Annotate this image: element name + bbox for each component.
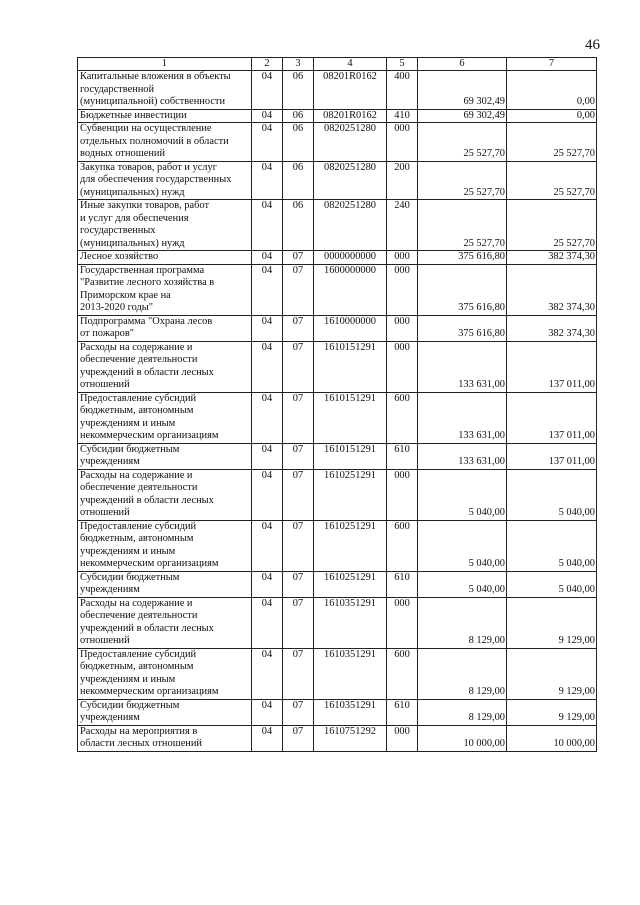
description-line: "Развитие лесного хозяйства в (80, 277, 215, 288)
description-line: некоммерческим организациям (80, 686, 219, 697)
expense-type-code: 240 (387, 200, 418, 251)
target-code: 1610151291 (314, 341, 387, 392)
amount-column-6: 25 527,70 (418, 161, 507, 200)
target-code: 0000000000 (314, 251, 387, 265)
row-description (78, 264, 252, 315)
description-line: Закупка товаров, работ и услуг (80, 161, 217, 173)
description-line: водных отношений (80, 148, 166, 159)
amount-column-6: 375 616,80 (418, 315, 507, 341)
description-line: 2013-2020 годы" (80, 302, 154, 313)
section-code: 04 (252, 251, 283, 265)
subsection-code: 07 (283, 699, 314, 725)
expense-type-code: 000 (387, 264, 418, 315)
subsection-code: 07 (283, 315, 314, 341)
amount-column-6: 375 616,80 (418, 264, 507, 315)
description-line: области лесных отношений (80, 738, 202, 749)
target-code: 1600000000 (314, 264, 387, 315)
description-line: некоммерческим организациям (80, 430, 219, 441)
amount-column-6: 69 302,49 (418, 71, 507, 110)
amount-column-7: 137 011,00 (507, 443, 597, 469)
subsection-code: 06 (283, 109, 314, 123)
description-line: обеспечение деятельности (80, 354, 198, 365)
section-code: 04 (252, 392, 283, 443)
column-header-7: 7 (507, 58, 597, 71)
table-row (78, 699, 597, 725)
section-code: 04 (252, 699, 283, 725)
subsection-code: 07 (283, 264, 314, 315)
subsection-code: 06 (283, 123, 314, 162)
amount-column-6: 133 631,00 (418, 392, 507, 443)
subsection-code: 07 (283, 725, 314, 751)
section-code: 04 (252, 571, 283, 597)
amount-column-6: 5 040,00 (418, 469, 507, 520)
amount-column-6: 8 129,00 (418, 648, 507, 699)
amount-column-7: 382 374,30 (507, 315, 597, 341)
amount-column-6: 25 527,70 (418, 200, 507, 251)
section-code: 04 (252, 648, 283, 699)
amount-column-6: 10 000,00 (418, 725, 507, 751)
description-line: от пожаров" (80, 328, 135, 339)
target-code: 1610151291 (314, 443, 387, 469)
description-line: (муниципальных) нужд (80, 186, 185, 198)
description-line: Расходы на содержание и (80, 341, 193, 353)
description-line: учреждений в области лесных (80, 494, 214, 506)
section-code: 04 (252, 109, 283, 123)
subsection-code: 06 (283, 200, 314, 251)
section-code: 04 (252, 443, 283, 469)
expense-type-code: 200 (387, 161, 418, 200)
description-line: государственной (80, 83, 155, 95)
amount-column-7: 137 011,00 (507, 392, 597, 443)
expense-type-code: 600 (387, 392, 418, 443)
row-description (78, 520, 252, 571)
subsection-code: 07 (283, 648, 314, 699)
expense-type-code: 610 (387, 443, 418, 469)
table-row (78, 161, 597, 200)
amount-column-7: 9 129,00 (507, 699, 597, 725)
description-line: учреждениям (80, 712, 140, 723)
description-line: (муниципальных) нужд (80, 237, 185, 249)
amount-column-6: 8 129,00 (418, 597, 507, 648)
row-description (78, 71, 252, 110)
amount-column-7: 10 000,00 (507, 725, 597, 751)
table-row (78, 571, 597, 597)
column-header-6: 6 (418, 58, 507, 71)
description-line: учреждениям (80, 456, 140, 467)
row-description (78, 597, 252, 648)
description-line: бюджетным, автономным (80, 405, 194, 416)
row-description (78, 571, 252, 597)
description-line: учреждениям и иным (80, 417, 176, 429)
target-code: 1610000000 (314, 315, 387, 341)
amount-column-6: 25 527,70 (418, 123, 507, 162)
description-line: отдельных полномочий в области (80, 135, 229, 147)
table-row (78, 315, 597, 341)
table-body (78, 71, 597, 752)
expense-type-code: 000 (387, 597, 418, 648)
row-description (78, 161, 252, 200)
target-code: 08201R0162 (314, 109, 387, 123)
target-code: 0820251280 (314, 200, 387, 251)
target-code: 1610151291 (314, 392, 387, 443)
table-row (78, 341, 597, 392)
expense-type-code: 000 (387, 315, 418, 341)
table-row (78, 469, 597, 520)
section-code: 04 (252, 123, 283, 162)
section-code: 04 (252, 725, 283, 751)
header-row (78, 58, 597, 71)
description-line: Подпрограмма "Охрана лесов (80, 315, 213, 327)
description-line: Расходы на мероприятия в (80, 725, 198, 737)
table-row (78, 123, 597, 162)
section-code: 04 (252, 341, 283, 392)
amount-column-6: 133 631,00 (418, 341, 507, 392)
description-line: Государственная программа (80, 264, 205, 276)
expense-type-code: 600 (387, 648, 418, 699)
description-line: отношений (80, 379, 130, 390)
page-number: 46 (585, 37, 600, 53)
amount-column-7: 382 374,30 (507, 251, 597, 265)
description-line: учреждениям (80, 584, 140, 595)
subsection-code: 06 (283, 71, 314, 110)
subsection-code: 07 (283, 469, 314, 520)
description-line: государственных (80, 225, 156, 236)
expense-type-code: 000 (387, 123, 418, 162)
column-header-1: 1 (78, 58, 252, 71)
description-line: учреждений в области лесных (80, 366, 214, 378)
row-description (78, 200, 252, 251)
row-description (78, 315, 252, 341)
amount-column-7: 25 527,70 (507, 161, 597, 200)
table-row (78, 597, 597, 648)
description-line: Иные закупки товаров, работ (80, 200, 209, 211)
description-line: Лесное хозяйство (80, 251, 159, 262)
description-line: Бюджетные инвестиции (80, 109, 187, 121)
section-code: 04 (252, 200, 283, 251)
table-row (78, 264, 597, 315)
amount-column-7: 5 040,00 (507, 520, 597, 571)
section-code: 04 (252, 71, 283, 110)
subsection-code: 07 (283, 251, 314, 265)
table-row (78, 71, 597, 110)
row-description (78, 251, 252, 265)
row-description (78, 341, 252, 392)
target-code: 1610251291 (314, 469, 387, 520)
expense-type-code: 000 (387, 469, 418, 520)
description-line: и услуг для обеспечения (80, 212, 189, 224)
amount-column-7: 9 129,00 (507, 648, 597, 699)
amount-column-7: 5 040,00 (507, 469, 597, 520)
expense-type-code: 000 (387, 251, 418, 265)
subsection-code: 07 (283, 520, 314, 571)
description-line: отношений (80, 507, 130, 518)
amount-column-6: 375 616,80 (418, 251, 507, 265)
description-line: бюджетным, автономным (80, 533, 194, 544)
amount-column-7: 0,00 (507, 109, 597, 123)
target-code: 08201R0162 (314, 71, 387, 110)
section-code: 04 (252, 161, 283, 200)
amount-column-7: 25 527,70 (507, 200, 597, 251)
expense-type-code: 000 (387, 725, 418, 751)
target-code: 1610351291 (314, 699, 387, 725)
column-header-4: 4 (314, 58, 387, 71)
section-code: 04 (252, 264, 283, 315)
amount-column-7: 0,00 (507, 71, 597, 110)
amount-column-6: 69 302,49 (418, 109, 507, 123)
expense-type-code: 000 (387, 341, 418, 392)
description-line: некоммерческим организациям (80, 558, 219, 569)
description-line: для обеспечения государственных (80, 174, 232, 185)
description-line: Предоставление субсидий (80, 648, 197, 660)
amount-column-7: 9 129,00 (507, 597, 597, 648)
row-description (78, 469, 252, 520)
amount-column-6: 8 129,00 (418, 699, 507, 725)
row-description (78, 392, 252, 443)
description-line: Субсидии бюджетным (80, 699, 180, 711)
column-header-5: 5 (387, 58, 418, 71)
description-line: Предоставление субсидий (80, 392, 197, 404)
description-line: Субвенции на осуществление (80, 123, 212, 134)
table-row (78, 200, 597, 251)
description-line: учреждениям и иным (80, 545, 176, 557)
section-code: 04 (252, 520, 283, 571)
section-code: 04 (252, 315, 283, 341)
subsection-code: 07 (283, 341, 314, 392)
section-code: 04 (252, 469, 283, 520)
budget-table (77, 57, 597, 752)
amount-column-6: 5 040,00 (418, 571, 507, 597)
subsection-code: 07 (283, 597, 314, 648)
expense-type-code: 600 (387, 520, 418, 571)
subsection-code: 06 (283, 161, 314, 200)
description-line: обеспечение деятельности (80, 610, 198, 621)
table-row (78, 725, 597, 751)
amount-column-6: 5 040,00 (418, 520, 507, 571)
section-code: 04 (252, 597, 283, 648)
amount-column-7: 137 011,00 (507, 341, 597, 392)
description-line: учреждениям и иным (80, 673, 176, 685)
target-code: 1610351291 (314, 597, 387, 648)
expense-type-code: 610 (387, 571, 418, 597)
description-line: отношений (80, 635, 130, 646)
description-line: Расходы на содержание и (80, 469, 193, 481)
subsection-code: 07 (283, 392, 314, 443)
amount-column-7: 5 040,00 (507, 571, 597, 597)
table-row (78, 443, 597, 469)
target-code: 1610351291 (314, 648, 387, 699)
target-code: 0820251280 (314, 161, 387, 200)
table-row (78, 520, 597, 571)
row-description (78, 699, 252, 725)
description-line: Расходы на содержание и (80, 597, 193, 609)
column-header-3: 3 (283, 58, 314, 71)
description-line: (муниципальной) собственности (80, 96, 226, 107)
row-description (78, 109, 252, 123)
amount-column-6: 133 631,00 (418, 443, 507, 469)
expense-type-code: 410 (387, 109, 418, 123)
expense-type-code: 610 (387, 699, 418, 725)
table-row (78, 648, 597, 699)
table-row (78, 109, 597, 123)
table-row (78, 251, 597, 265)
column-header-2: 2 (252, 58, 283, 71)
amount-column-7: 25 527,70 (507, 123, 597, 162)
expense-type-code: 400 (387, 71, 418, 110)
description-line: Приморском крае на (80, 289, 171, 301)
description-line: Субсидии бюджетным (80, 443, 180, 455)
target-code: 1610251291 (314, 571, 387, 597)
description-line: Субсидии бюджетным (80, 571, 180, 583)
description-line: Капитальные вложения в объекты (80, 71, 231, 82)
description-line: Предоставление субсидий (80, 520, 197, 532)
row-description (78, 123, 252, 162)
subsection-code: 07 (283, 443, 314, 469)
row-description (78, 443, 252, 469)
target-code: 1610251291 (314, 520, 387, 571)
description-line: бюджетным, автономным (80, 661, 194, 672)
row-description (78, 725, 252, 751)
table-row (78, 392, 597, 443)
subsection-code: 07 (283, 571, 314, 597)
table-header (78, 58, 597, 71)
description-line: учреждений в области лесных (80, 622, 214, 634)
description-line: обеспечение деятельности (80, 482, 198, 493)
amount-column-7: 382 374,30 (507, 264, 597, 315)
target-code: 1610751292 (314, 725, 387, 751)
target-code: 0820251280 (314, 123, 387, 162)
row-description (78, 648, 252, 699)
